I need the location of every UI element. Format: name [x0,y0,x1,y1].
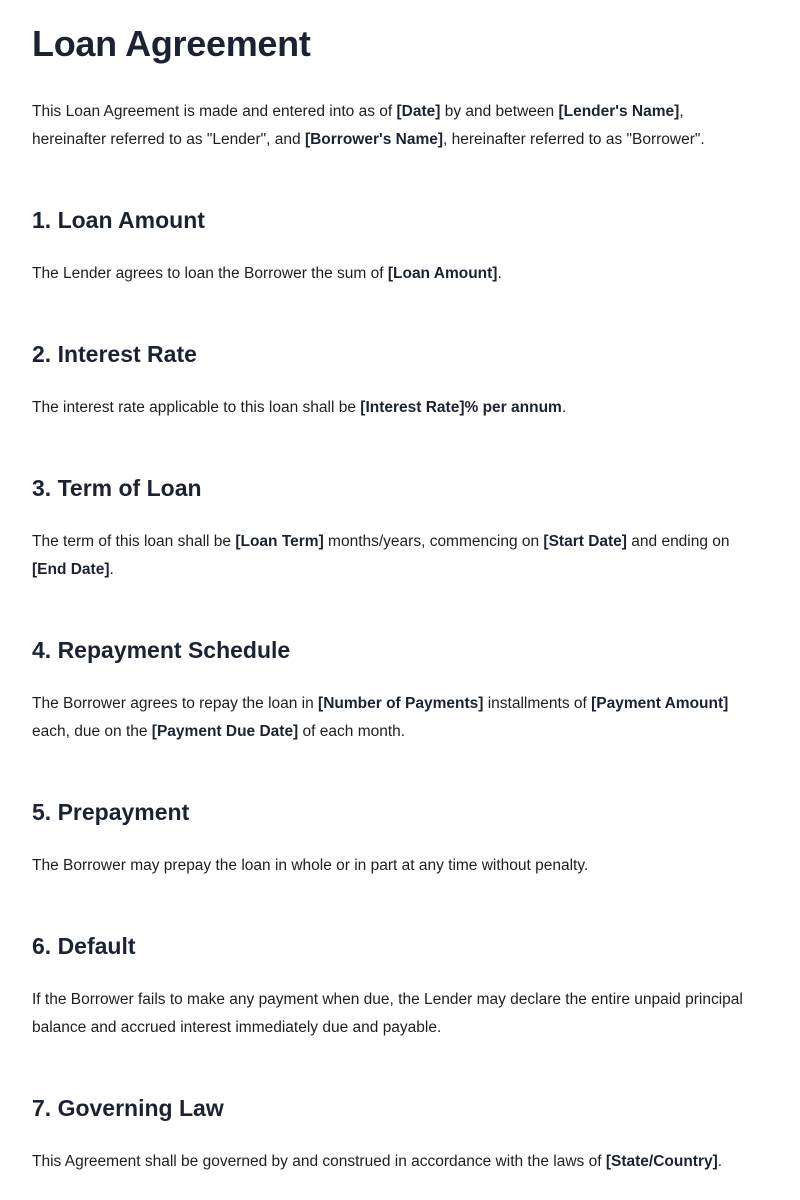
text-run: This Loan Agreement is made and entered into as of [32,103,397,120]
section-body [32,690,768,746]
text-run: installments of [483,695,592,712]
section-body [32,986,768,1042]
section-heading: 3. Term of Loan [32,475,202,501]
text-run: The Borrower agrees to repay the loan in [32,695,319,712]
text-run: The interest rate applicable to this loan shall be [32,399,361,416]
text-run: months/years, commencing on [323,533,544,550]
section-heading: 1. Loan Amount [32,207,205,233]
placeholder-field: [Borrower's Name] [304,131,444,148]
placeholder-field: [Date] [396,103,441,120]
text-run: . [109,561,114,578]
placeholder-field: [Number of Payments] [318,695,484,712]
section-heading: 4. Repayment Schedule [32,637,291,663]
text-run: If the Borrower fails to make any payment when due, the Lender may declare the entire unpaid principal balance and accrued interest immediately due and payable. [32,991,743,1036]
section-heading: 5. Prepayment [32,799,190,825]
text-run: The Lender agrees to loan the Borrower the sum of [32,265,388,282]
text-run: This Agreement shall be governed by and construed in accordance with the laws of [32,1153,606,1170]
text-run: each, due on the [32,723,152,740]
text-run: by and between [440,103,559,120]
intro-paragraph [32,98,768,154]
placeholder-field: [Payment Amount] [591,695,729,712]
placeholder-field: [Loan Amount] [387,265,498,282]
text-run: of each month. [298,723,406,740]
text-run: . [561,399,567,416]
text-run: The Borrower may prepay the loan in whole or in part at any time without penalty. [32,857,589,874]
text-run: , hereinafter referred to as "Borrower". [443,131,705,148]
placeholder-field: [End Date] [32,561,110,578]
sections-container [32,206,768,1176]
section-body [32,260,768,288]
section-heading: 7. Governing Law [32,1095,224,1121]
text-run: . [717,1153,723,1170]
placeholder-field: [Loan Term] [235,533,324,550]
section-heading: 6. Default [32,933,136,959]
text-run: and ending on [626,533,730,550]
text-run: The term of this loan shall be [32,533,236,550]
placeholder-field: [State/Country] [605,1153,718,1170]
section-body [32,394,768,422]
text-run: , hereinafter referred to as "Lender", and [32,103,684,148]
section-body [32,1148,768,1176]
text-run: . [497,265,502,282]
section-body [32,528,768,584]
section-heading: 2. Interest Rate [32,341,197,367]
placeholder-field: [Interest Rate]% per annum [360,399,562,416]
section-body [32,852,768,880]
document-title: Loan Agreement [32,23,311,64]
placeholder-field: [Lender's Name] [558,103,680,120]
placeholder-field: [Start Date] [543,533,627,550]
placeholder-field: [Payment Due Date] [151,723,299,740]
